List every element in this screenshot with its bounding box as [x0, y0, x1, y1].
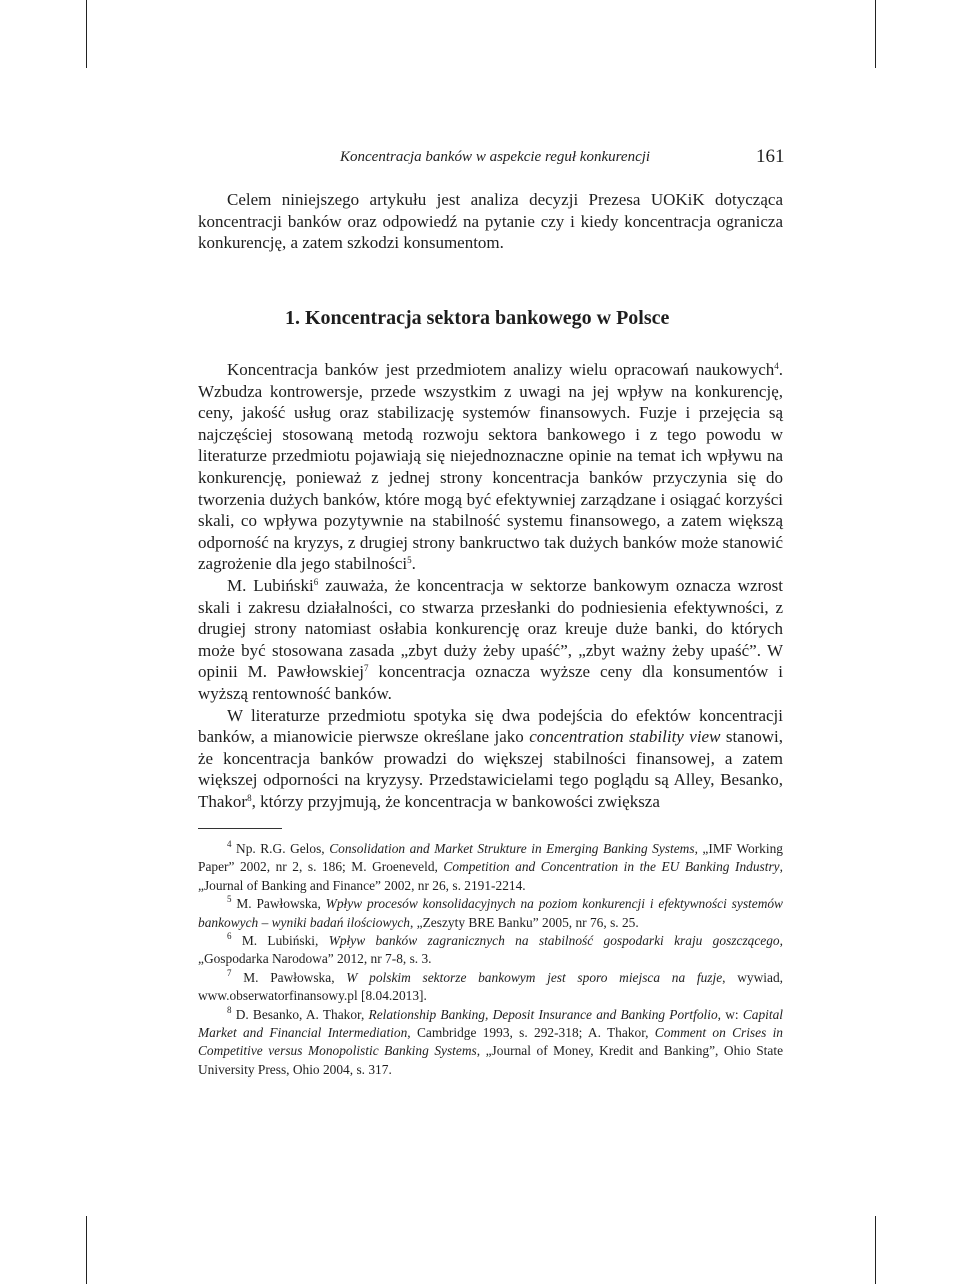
- footnote-number: 7: [227, 967, 232, 978]
- footnote-text: M. Pawłowska,: [231, 969, 347, 985]
- paragraph-3-text-b: stanowi, że koncentracja banków prowadzi do większej stabilności finansowej, a zatem większej odporności na kryzysy. Przedstawicielami tego poglądu są Alley, Besanko, Thakor: [198, 727, 784, 811]
- footnote-text: , „Zeszyty BRE Banku” 2005, nr 76, s. 25.: [409, 914, 639, 930]
- footnote-text: , „IMF Working Paper” 2002, nr 2, s. 186; M. Groeneveld,: [198, 841, 783, 875]
- footnote-text: , wywiad, www.obserwatorfinansowy.pl [8.04.2013].: [198, 969, 783, 1004]
- footnote-number: 6: [227, 931, 232, 942]
- footnote-separator: [198, 828, 282, 829]
- footnote-title: Comment on Crises in Competitive versus Monopolistic Banking Systems: [198, 1025, 784, 1059]
- footnote-text: Np. R.G. Gelos,: [231, 841, 330, 856]
- footnote-5: [198, 895, 783, 932]
- footnote-text: , „Journal of Money, Kredit and Banking”, Ohio State University Press, Ohio 2004, s. 317.: [198, 1043, 784, 1077]
- paragraph-1-text-a: Koncentracja banków jest przedmiotem analizy wielu opracowań naukowych: [227, 360, 775, 379]
- footnote-text: M. Pawłowska,: [231, 896, 326, 912]
- paragraph-3: [198, 705, 783, 813]
- footnote-title: Wpływ banków zagranicznych na stabilność gospodarki kraju goszczącego: [328, 933, 780, 949]
- footnote-4: [198, 840, 783, 895]
- paragraph-3-text-a: W literaturze przedmiotu spotyka się dwa podejścia do efektów koncentracji banków, a mianowicie pierwsze określane jako: [198, 705, 783, 747]
- footnote-ref-8: 8: [247, 792, 252, 803]
- footnote-8: [198, 1006, 783, 1080]
- footnote-title: Capital Market and Financial Intermediation: [198, 1006, 783, 1041]
- paragraph-1-text-c: .: [411, 554, 416, 574]
- crop-mark-bottom-left: [86, 1216, 87, 1284]
- crop-mark-bottom-right: [875, 1216, 876, 1284]
- crop-mark-top-left: [86, 0, 87, 68]
- footnotes: [198, 840, 783, 1079]
- paragraph-2-text-a: M. Lubiński: [227, 575, 314, 595]
- footnote-ref-7: 7: [363, 663, 369, 674]
- footnote-ref-6: 6: [313, 576, 319, 587]
- footnote-ref-5: 5: [407, 555, 412, 566]
- footnote-title: Competition and Concentration in the EU Banking Industry: [443, 859, 780, 875]
- section-heading: 1. Koncentracja sektora bankowego w Polsce: [285, 307, 670, 329]
- footnote-title: Consolidation and Market Strukture in Emerging Banking Systems: [329, 841, 695, 856]
- footnote-text: , „Journal of Banking and Finance” 2002, nr 26, s. 2191-2214.: [198, 859, 783, 893]
- footnote-text: , Cambridge 1993, s. 292-318; A. Thakor,: [407, 1025, 655, 1041]
- paragraph-3-text-c: , którzy przyjmują, że koncentracja w bankowości zwiększa: [251, 791, 660, 811]
- footnote-6: [198, 932, 783, 969]
- crop-mark-top-right: [875, 0, 876, 68]
- footnote-7: [198, 969, 783, 1006]
- footnote-text: , „Gospodarka Narodowa” 2012, nr 7-8, s. 3.: [198, 933, 783, 967]
- footnote-number: 4: [227, 839, 232, 849]
- paragraph-3-term: concentration stability view: [529, 727, 721, 747]
- footnote-text: D. Besanko, A. Thakor,: [231, 1006, 369, 1022]
- footnote-text: , w:: [717, 1006, 743, 1022]
- intro-paragraph: Celem niniejszego artykułu jest analiza decyzji Prezesa UOKiK dotycząca koncentracji banków oraz odpowiedź na pytanie czy i kiedy koncentracja ogranicza konkurencję, a zatem szkodzi konsumentom.: [198, 190, 783, 253]
- paragraph-2-text-c: koncentracja oznacza wyższe ceny dla konsumentów i wyższą rentowność banków.: [198, 662, 784, 703]
- footnote-ref-4: 4: [774, 361, 779, 371]
- footnote-number: 5: [227, 894, 232, 905]
- paragraph-2: [198, 575, 783, 705]
- footnote-title: Wpływ procesów konsolidacyjnych na poziom konkurencji i efektywności systemów bankowych – wyniki badań ilościowych: [198, 896, 783, 930]
- footnote-title: Relationship Banking, Deposit Insurance and Banking Portfolio: [368, 1006, 718, 1022]
- paragraph-1: [198, 359, 783, 575]
- footnote-title: W polskim sektorze bankowym jest sporo miejsca na fuzje: [346, 969, 723, 985]
- intro-paragraph-block: [198, 189, 783, 254]
- paragraph-1-text-b: . Wzbudza kontrowersje, przede wszystkim z uwagi na jej wpływ na konkurencję, ceny, jakość usług oraz stabilizację systemów finansowych. Fuzje i przejęcia są najczęściej stosowaną metodą rozwoju sektora bankowego i z tego powodu w literaturze przedmiotu pojawiają się niejednoznaczne opinie na temat ich wpływu na konkurencję, ponieważ z jednej strony koncentracja banków przyczynia się do tworzenia dużych banków, które mogą być efektywniej zarządzane i osiągać korzyści skali, co wpływa pozytywnie na stabilność systemu finansowego, a zatem większą odporność na kryzys, z drugiej strony bankructwo tak dużych banków może stanowić zagrożenie dla jego stabilności: [198, 360, 783, 574]
- page-number: 161: [756, 146, 785, 167]
- footnote-text: M. Lubiński,: [231, 933, 329, 949]
- running-title: Koncentracja banków w aspekcie reguł konkurencji: [340, 149, 651, 165]
- paragraph-2-text-b: zauważa, że koncentracja w sektorze bankowym oznacza wzrost skali i zakresu działalności, co stwarza przesłanki do podniesienia efektywności, z drugiej strony natomiast osłabia konkurencję oraz kreuje duże banki, do których może być stosowana zasada „zbyt duży żeby upaść”, „zbyt ważny żeby upaść”. W opinii M. Pawłowskiej: [198, 575, 784, 682]
- section-body: [198, 359, 783, 812]
- footnote-number: 8: [227, 1004, 232, 1015]
